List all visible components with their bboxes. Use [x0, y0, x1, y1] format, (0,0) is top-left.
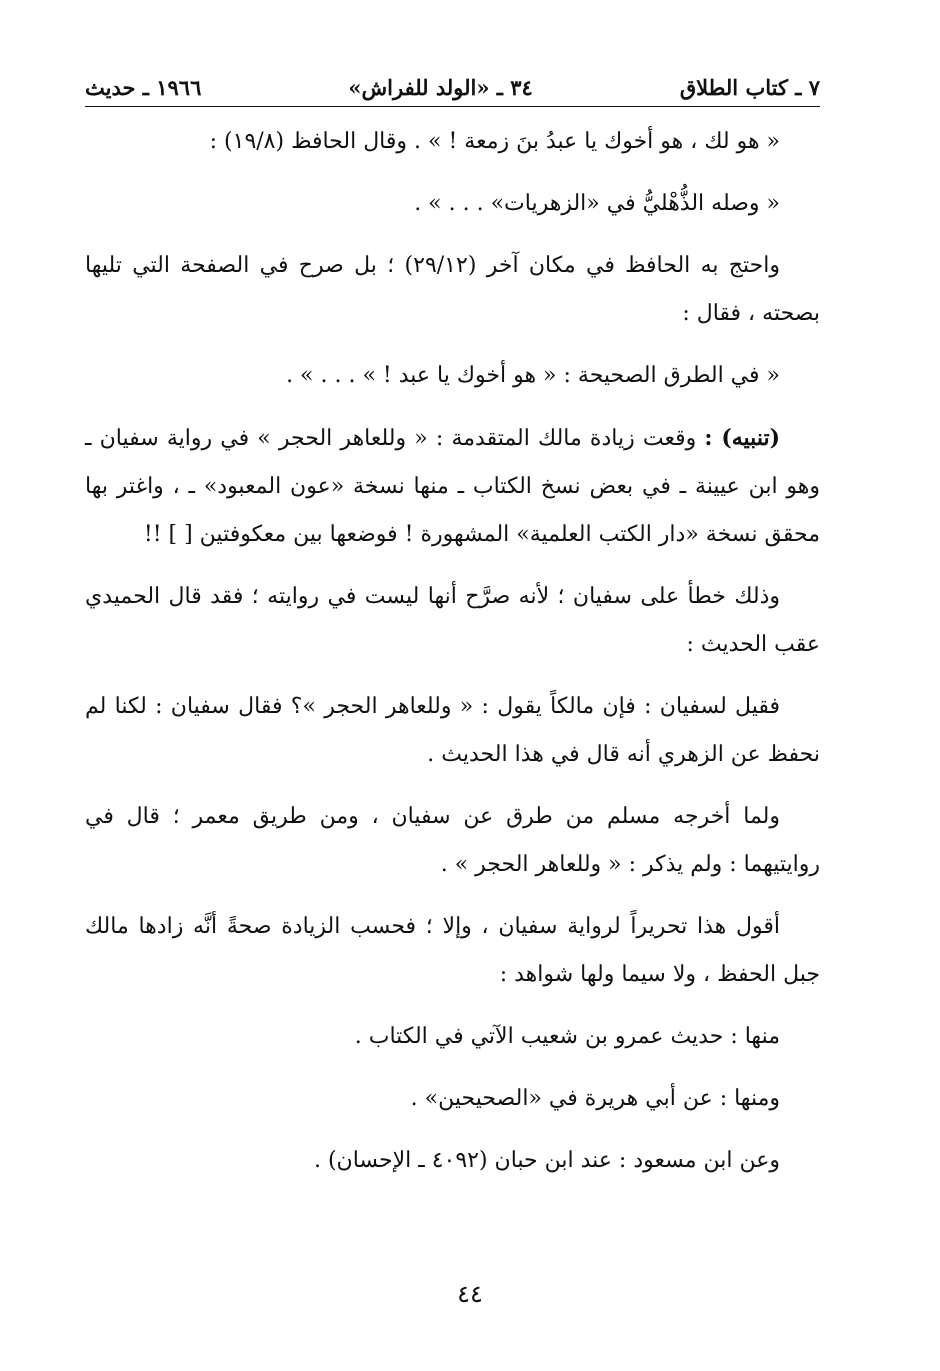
note-text: وقعت زيادة مالك المتقدمة : « وللعاهر الحجر » في رواية سفيان ـ وهو ابن عيينة ـ في بعض نسخ الكتاب ـ منها نسخة «عون المعبود» ـ ، واغتر بها محقق نسخة «دار الكتب العلمية» المشهورة ! فوضعها بين معكوفتين [ ] !!: [85, 426, 820, 547]
page-body: [85, 118, 820, 1199]
list-item: ومنها : عن أبي هريرة في «الصحيحين» .: [410, 1086, 780, 1111]
header-chapter: ٧ ـ كتاب الطلاق: [679, 75, 820, 100]
note-label: (تنبيه) :: [704, 425, 780, 451]
paragraph: فقيل لسفيان : فإن مالكاً يقول : « وللعاهر الحجر »؟ فقال سفيان : لكنا لم نحفظ عن الزهري أنه قال في هذا الحديث .: [85, 694, 820, 767]
paragraph: واحتج به الحافظ في مكان آخر (٢٩/١٢) ؛ بل صرح في الصفحة التي تليها بصحته ، فقال :: [85, 253, 820, 326]
running-header: [85, 66, 820, 106]
page-number: ٤٤: [457, 1280, 483, 1308]
list-item: منها : حديث عمرو بن شعيب الآتي في الكتاب .: [354, 1024, 780, 1049]
paragraph: ولما أخرجه مسلم من طرق عن سفيان ، ومن طريق معمر ؛ قال في روايتيهما : ولم يذكر : « وللعاهر الحجر » .: [85, 804, 820, 877]
header-divider: [85, 106, 820, 107]
quote-line: « في الطرق الصحيحة : « هو أخوك يا عبد ! » . . . » .: [286, 363, 780, 388]
paragraph: أقول هذا تحريراً لرواية سفيان ، وإلا ؛ فحسب الزيادة صحةً أنَّه زادها مالك جبل الحفظ ، ولا سيما ولها شواهد :: [85, 914, 820, 987]
quote-line: « وصله الذُّهْليُّ في «الزهريات» . . . » .: [414, 191, 780, 216]
quote-line: « هو لك ، هو أخوك يا عبدُ بنَ زمعة ! » . وقال الحافظ (١٩/٨) :: [209, 129, 780, 154]
header-section: ٣٤ ـ «الولد للفراش»: [348, 75, 533, 100]
header-hadith-number: ١٩٦٦ ـ حديث: [85, 75, 202, 100]
note-paragraph: [85, 414, 820, 559]
list-item: وعن ابن مسعود : عند ابن حبان (٤٠٩٢ ـ الإحسان) .: [313, 1148, 780, 1173]
paragraph: وذلك خطأ على سفيان ؛ لأنه صرَّح أنها ليست في روايته ؛ فقد قال الحميدي عقب الحديث :: [85, 584, 820, 657]
